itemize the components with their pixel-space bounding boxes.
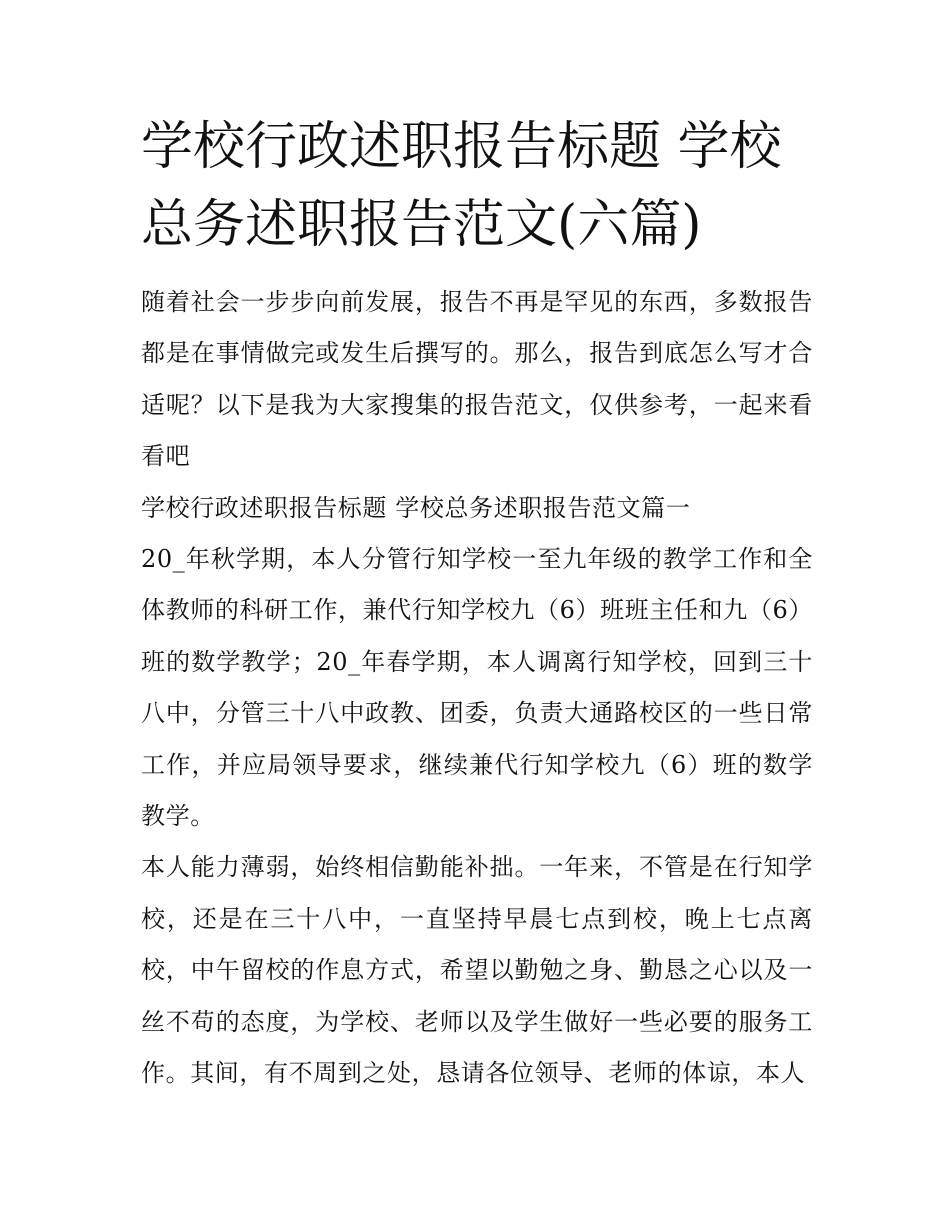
intro-paragraph: 随着社会一步步向前发展，报告不再是罕见的东西，多数报告都是在事情做完或发生后撰写的。那么，报告到底怎么写才合适呢？以下是我为大家搜集的报告范文，仅供参考，一起来看看吧 bbox=[141, 288, 813, 471]
work-summary-paragraph: 20_年秋学期，本人分管行知学校一至九年级的教学工作和全体教师的科研工作，兼代行知学校九（6）班班主任和九（6）班的数学教学；20_年春学期，本人调离行知学校，回到三十八中，分管三十八中政教、团委，负责大通路校区的一些日常工作，并应局领导要求，继续兼代行知学校九（6）班的数学教学。 bbox=[141, 545, 813, 831]
attitude-paragraph: 本人能力薄弱，始终相信勤能补拙。一年来，不管是在行知学校，还是在三十八中，一直坚持早晨七点到校，晚上七点离校，中午留校的作息方式，希望以勤勉之身、勤恳之心以及一丝不苟的态度，为学校、老师以及学生做好一些必要的服务工作。其间，有不周到之处，恳请各位领导、老师的体谅，本人 bbox=[141, 853, 813, 1088]
document-title: 学校行政述职报告标题 学校总务述职报告范文(六篇) bbox=[141, 117, 782, 255]
document-body bbox=[141, 277, 813, 1100]
section-heading: 学校行政述职报告标题 学校总务述职报告范文篇一 bbox=[141, 493, 691, 522]
